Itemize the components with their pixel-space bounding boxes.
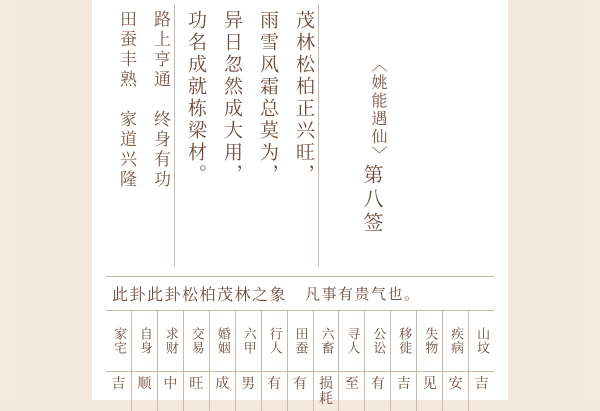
category-label: 山坟 — [475, 327, 491, 355]
category-label: 失物 — [423, 327, 439, 355]
category-value: 有 — [293, 377, 308, 392]
category-value: 损耗 — [318, 377, 333, 408]
category-cell — [209, 311, 235, 411]
category-value: 有 — [370, 377, 385, 392]
category-label: 移徙 — [397, 327, 413, 355]
category-cell — [106, 311, 131, 411]
interpretation-main: 此卦此卦松柏茂林之象 — [112, 287, 288, 304]
category-cell — [364, 311, 390, 411]
interpretation-note: 凡事有贵气也。 — [305, 287, 421, 303]
category-label: 公讼 — [371, 327, 387, 355]
category-value: 吉 — [111, 377, 126, 392]
slip-header — [318, 4, 392, 266]
category-cell — [390, 311, 416, 411]
category-cell — [235, 311, 261, 411]
slip-sheet — [106, 4, 494, 408]
category-label: 求财 — [163, 327, 179, 355]
category-value: 有 — [267, 377, 282, 392]
category-label: 六甲 — [241, 327, 257, 355]
category-cell — [416, 311, 442, 411]
category-label: 田蚕 — [293, 327, 309, 355]
category-cell — [313, 311, 339, 411]
poem-line-1: 茂林松柏正兴旺， — [293, 10, 314, 186]
category-cell — [468, 311, 494, 411]
category-cell — [442, 311, 468, 411]
paper-card — [92, 0, 508, 408]
category-cell — [183, 311, 209, 411]
category-label: 交易 — [189, 327, 205, 355]
verse-block — [106, 4, 494, 277]
category-value: 成 — [215, 377, 230, 392]
category-value: 顺 — [137, 377, 152, 392]
category-value: 吉 — [474, 377, 489, 392]
category-value: 安 — [448, 377, 463, 392]
category-label: 疾病 — [449, 327, 465, 355]
category-label: 行人 — [267, 327, 283, 355]
category-label: 家宅 — [111, 327, 127, 355]
category-grid — [106, 311, 494, 411]
poem-line-3: 异日忽然成大用， — [221, 10, 242, 186]
category-label: 寻人 — [345, 327, 361, 355]
category-cell — [131, 311, 157, 411]
category-value: 见 — [422, 377, 437, 392]
poem-line-4: 功名成就栋梁材。 — [174, 4, 210, 266]
category-value: 男 — [241, 377, 256, 392]
category-label: 自身 — [137, 327, 153, 355]
category-label: 婚姻 — [215, 327, 231, 355]
category-value: 旺 — [189, 377, 204, 392]
category-label: 六畜 — [319, 327, 335, 355]
verse-right-spacer — [392, 4, 494, 266]
interpretation-row — [106, 277, 494, 311]
category-value: 至 — [344, 377, 359, 392]
category-cell — [261, 311, 287, 411]
slip-title: 第八签 — [360, 164, 382, 236]
category-cell — [157, 311, 183, 411]
slip-subtitle: 〈姚能遇仙〉 — [369, 56, 386, 164]
sub-line-2: 田蚕丰熟 家道兴隆 — [117, 10, 136, 190]
category-cell — [338, 311, 364, 411]
sub-line-1: 路上亨通 终身有功 — [151, 10, 170, 190]
category-cell — [287, 311, 313, 411]
poem-line-2: 雨雪风霜总莫为， — [257, 10, 278, 186]
category-value: 吉 — [396, 377, 411, 392]
category-value: 中 — [163, 377, 178, 392]
